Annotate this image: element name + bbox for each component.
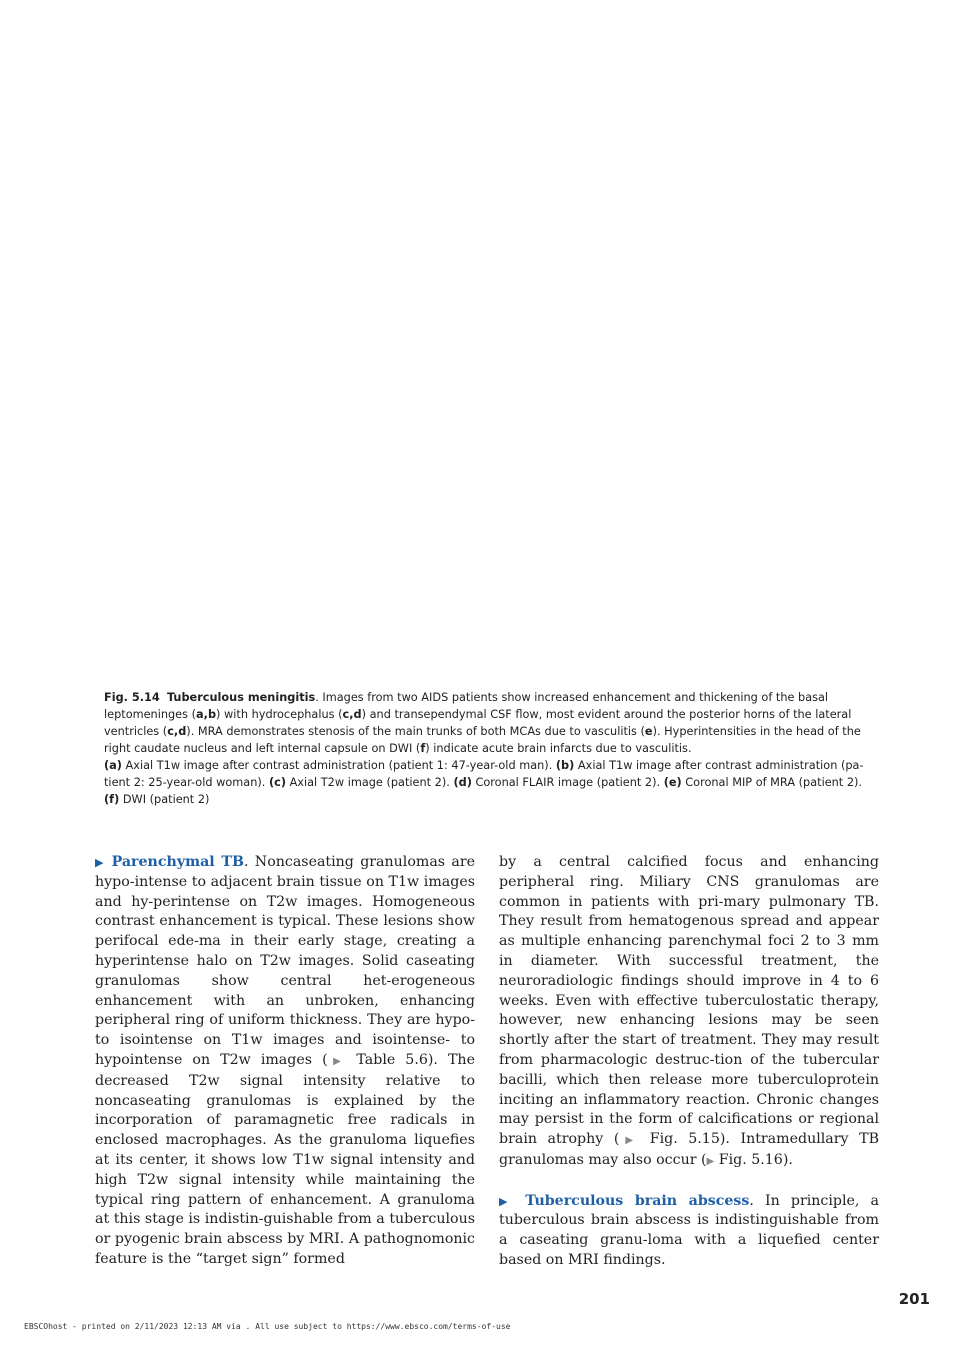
triangle-right-icon: ▶ <box>499 1194 515 1208</box>
panel-label: (e) <box>663 776 682 789</box>
caption-subpanels <box>104 757 874 808</box>
caption-paragraph <box>104 689 874 757</box>
triangle-right-icon: ▶ <box>619 1135 640 1147</box>
body-text: . Noncaseating granulomas are hypo-intense to adjacent brain tissue on T1w images and hy-perintense on T2w images. Homogeneous contrast enhancement is typical. These lesions show perifocal ede-ma in their early stage, creating a hyperintense halo on T2w images. Solid caseating granulomas show central het-erogeneous enhancement with an unbroken, enhancing peripheral ring of uniform thickness. They are hypo- to isointense on T1w images and isointense- to hypointense on T2w images ( <box>95 854 476 1068</box>
figure-reference-link[interactable]: Fig. 5.15 <box>649 1131 720 1148</box>
figure-reference-link[interactable]: Fig. 5.16 <box>718 1151 783 1168</box>
panel-label: (d) <box>453 776 472 789</box>
panel-text: DWI (patient 2) <box>119 793 210 806</box>
panel-label: (b) <box>555 759 575 772</box>
section-heading: Tuberculous brain abscess <box>525 1192 750 1209</box>
panel-label: (a) <box>104 759 122 772</box>
footer-notice: EBSCOhost - printed on 2/11/2023 12:13 AM via . All use subject to https://www.ebsco.com/terms-of-use <box>24 1322 511 1331</box>
caption-text: ) and transependymal CSF flow, most evident around the posterior horns of the lateral ventricles ( <box>104 708 852 738</box>
figure-image-area <box>95 60 879 670</box>
body-text: ). <box>782 1151 793 1168</box>
triangle-right-icon: ▶ <box>706 1155 715 1167</box>
panel-label: (c) <box>268 776 286 789</box>
caption-ref: e <box>644 725 653 738</box>
paragraph-parenchymal-tb <box>95 853 475 1270</box>
table-reference-link[interactable]: Table 5.6 <box>356 1051 428 1068</box>
text-column-right <box>499 853 879 1271</box>
body-text: ). Intramedullary TB granulomas may also occur ( <box>499 1131 879 1168</box>
paragraph-continued <box>499 853 879 1172</box>
figure-label: Fig. 5.14 <box>104 691 160 704</box>
page-number: 201 <box>898 1290 930 1308</box>
triangle-right-icon: ▶ <box>95 856 106 869</box>
panel-text: Coronal FLAIR image (patient 2). <box>471 776 664 789</box>
body-text: . In principle, a tuberculous brain abscess is indistinguishable from a caseating granu-loma with a liquefied center based on MRI findings. <box>499 1192 879 1268</box>
caption-ref: f <box>420 742 426 755</box>
triangle-right-icon: ▶ <box>327 1055 347 1067</box>
caption-text: . Images from two AIDS patients show increased enhancement and thickening of the basal leptomeninges ( <box>104 691 829 721</box>
panel-text: Axial T2w image (patient 2). <box>285 776 454 789</box>
caption-text: ) indicate acute brain infarcts due to vasculitis. <box>425 742 692 755</box>
body-text: by a central calcified focus and enhancing peripheral ring. Miliary CNS granulomas are common in patients with pri-mary pulmonary TB. They result from hematogenous spread and appear as multiple enhancing parenchymal foci 2 to 3 mm in diameter. With successful treatment, the neuroradiologic findings should improve in 4 to 6 weeks. Even with effective tuberculostatic therapy, however, new enhancing lesions may be seen shortly after the start of treatment. They may result from pharmacologic destruc-tion of the tubercular bacilli, which then release more tuberculoprotein inciting an inflammatory reaction. Chronic changes may persist in the form of calcifications or regional brain atrophy ( <box>499 854 879 1148</box>
caption-ref: c,d <box>342 708 362 721</box>
panel-label: (f) <box>104 793 120 806</box>
paragraph-gap <box>499 1172 879 1192</box>
paragraph-tuberculous-abscess <box>499 1192 879 1271</box>
caption-text: ). Hyperintensities in the head of the right caudate nucleus and left internal capsule on DWI ( <box>104 725 861 755</box>
caption-text: ). MRA demonstrates stenosis of the main trunks of both MCAs due to vasculitis ( <box>186 725 645 738</box>
section-heading: Parenchymal TB <box>111 854 244 870</box>
figure-title: Tuberculous meningitis <box>166 691 316 704</box>
text-column-left <box>95 853 475 1270</box>
caption-ref: a,b <box>196 708 217 721</box>
panel-text: Axial T1w image after contrast administration (pa-tient 2: 25-year-old woman). <box>104 759 864 789</box>
panel-text: Coronal MIP of MRA (patient 2). <box>681 776 863 789</box>
caption-text: ) with hydrocephalus ( <box>216 708 343 721</box>
body-text: ). The decreased T2w signal intensity relative to noncaseating granulomas is explained by the incorporation of paramagnetic free radicals in enclosed macrophages. As the granuloma liquefies at its center, it shows low T1w signal intensity and high T2w signal intensity while maintaining the typical ring pattern of enhancement. A granuloma at this stage is indistin-guishable from a tuberculous or pyogenic brain abscess by MRI. A pathognomonic feature is the “target sign” formed <box>95 1051 475 1267</box>
figure-caption <box>104 689 874 808</box>
caption-ref: c,d <box>167 725 187 738</box>
panel-text: Axial T1w image after contrast administration (patient 1: 47-year-old man). <box>121 759 556 772</box>
